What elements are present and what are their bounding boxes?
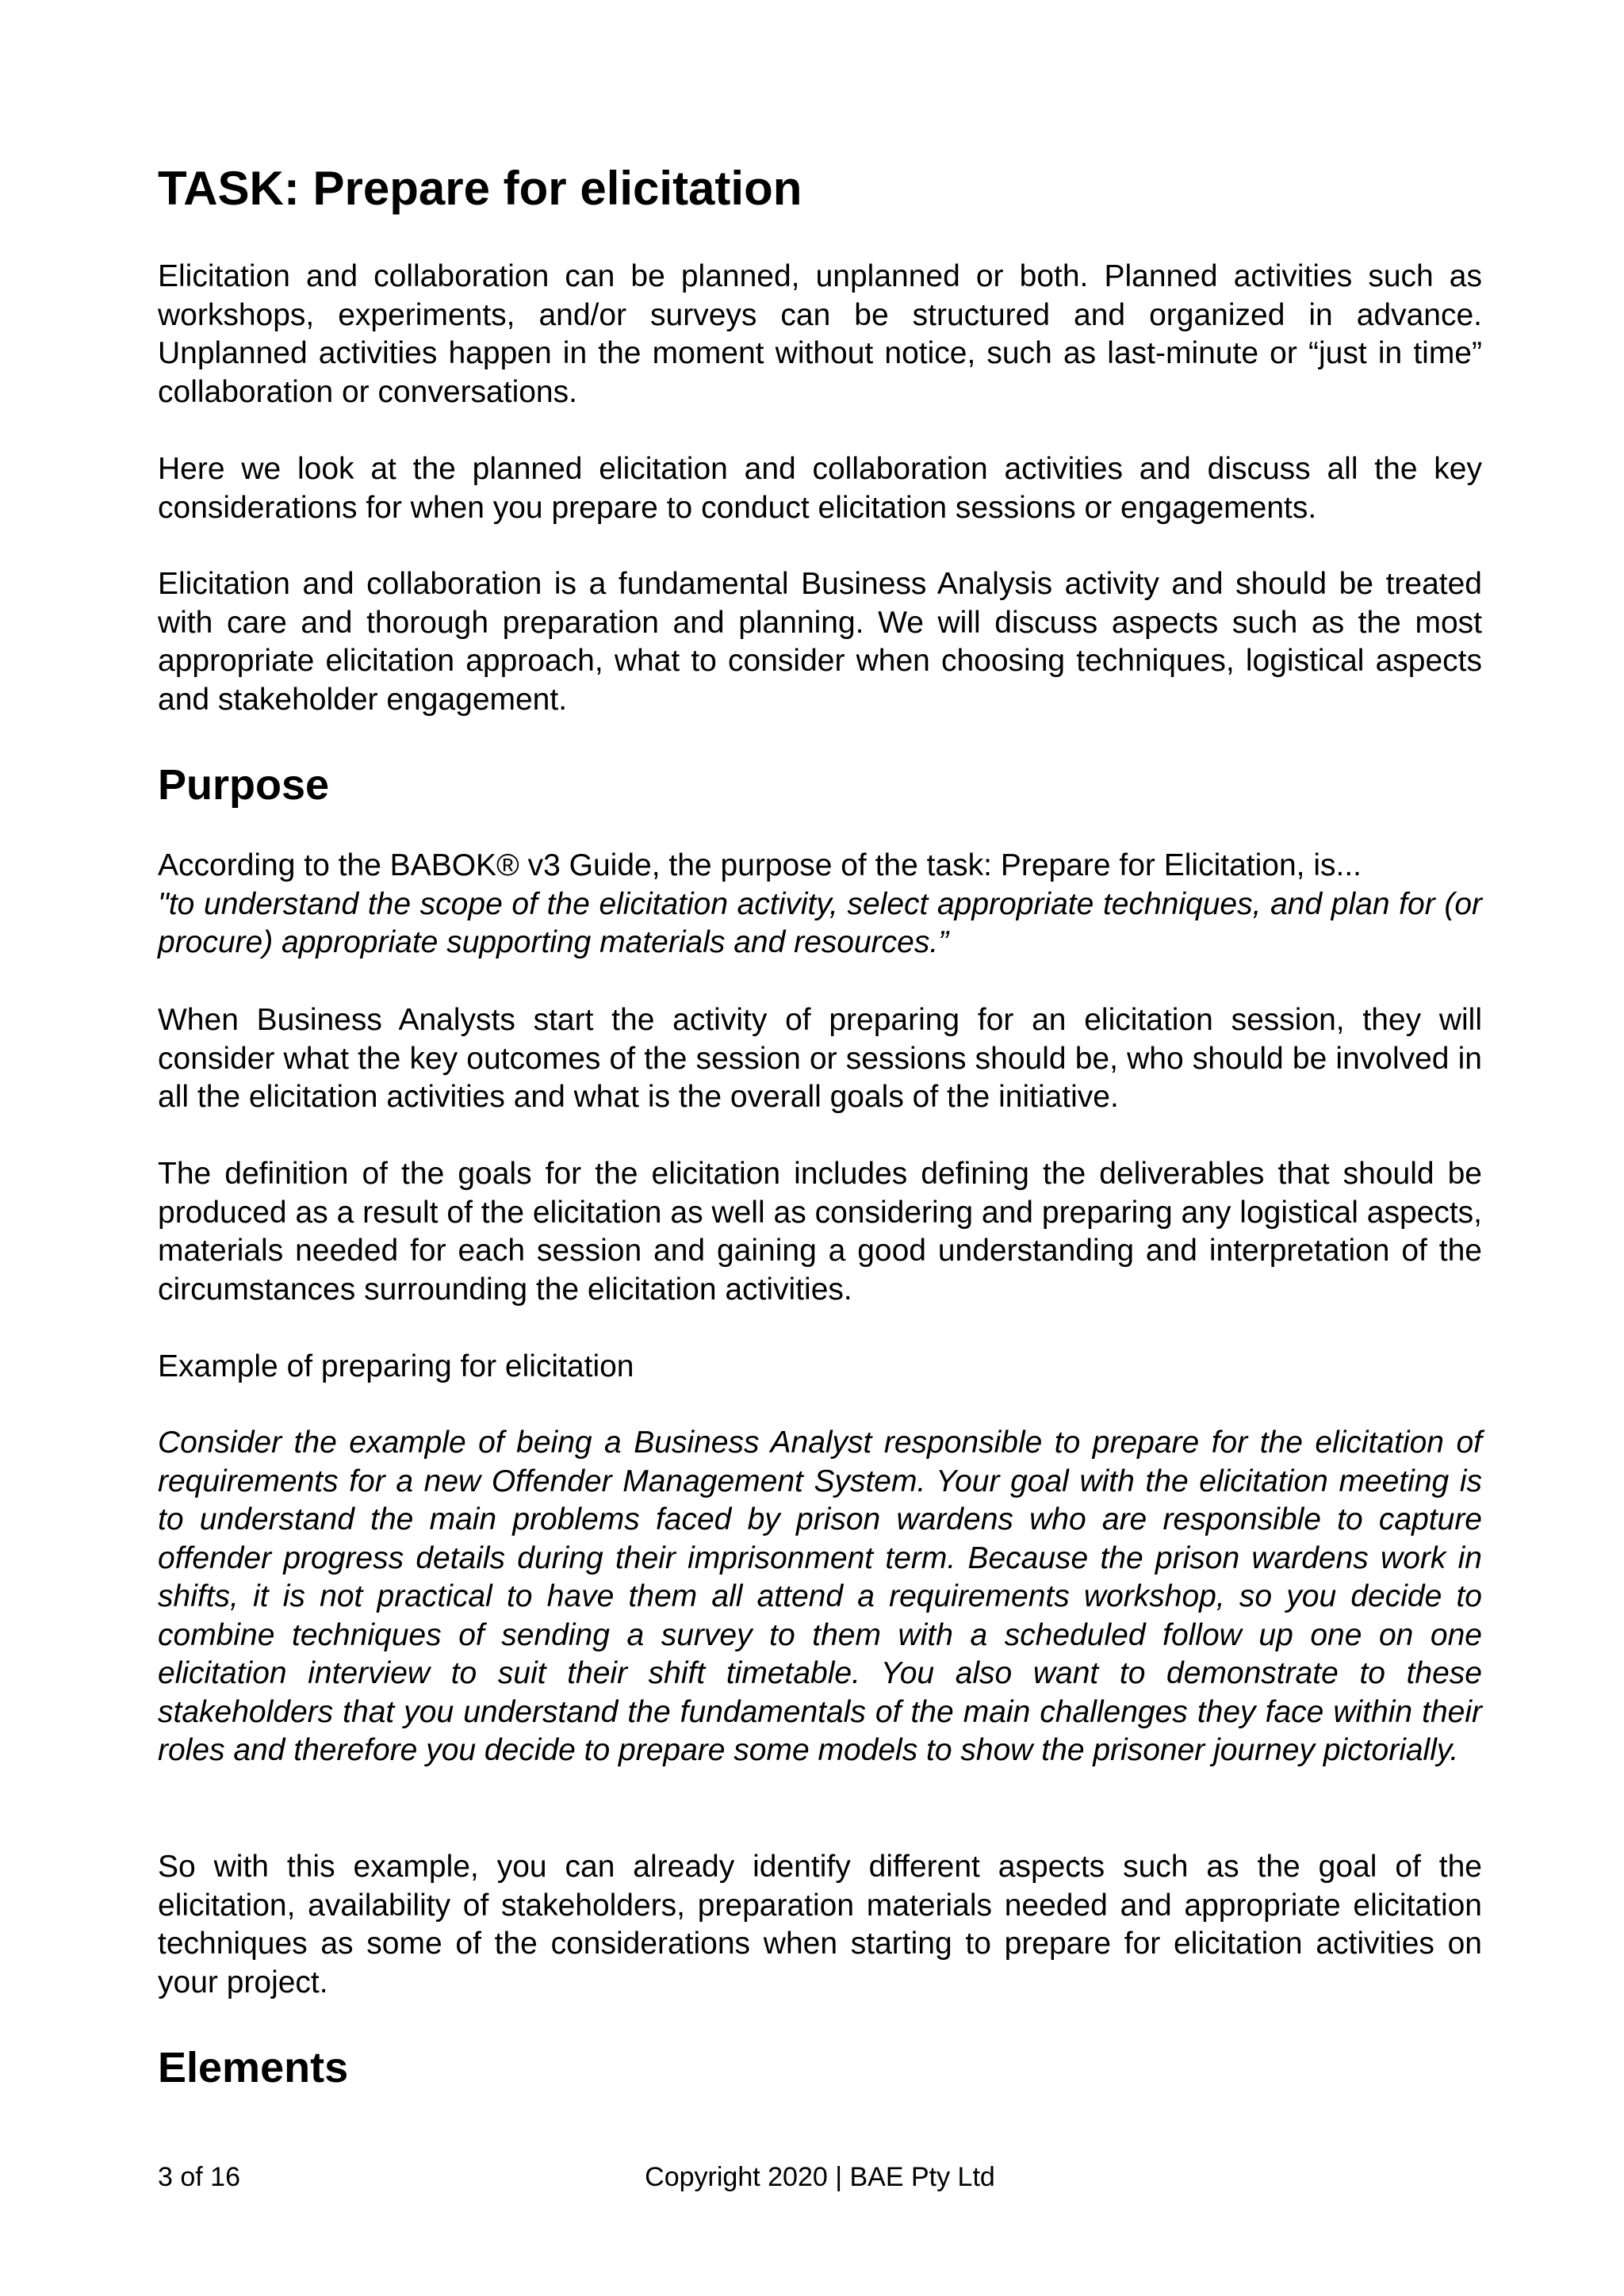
purpose-lead: According to the BABOK® v3 Guide, the purpose of the task: Prepare for Elicitation, is... xyxy=(158,848,1362,882)
purpose-paragraph-3: The definition of the goals for the elicitation includes defining the deliverables that should be produced as a result of the elicitation as well as considering and preparing any logistical aspects, materials needed for each session and gaining a good understanding and interpretation of the circumstances surrounding the elicitation activities. xyxy=(158,1157,1482,1307)
page-number: 3 of 16 xyxy=(158,2162,240,2192)
purpose-heading: Purpose xyxy=(158,761,330,809)
purpose-quote: "to understand the scope of the elicitation activity, select appropriate techniques, and plan for (or procure) appropriate supporting materials and resources.” xyxy=(158,886,1482,959)
summary-paragraph: So with this example, you can already identify different aspects such as the goal of the elicitation, availability of stakeholders, preparation materials needed and appropriate elicitation techniques as some of the considerations when starting to prepare for elicitation activities on your project. xyxy=(158,1850,1482,1999)
page-title: TASK: Prepare for elicitation xyxy=(158,162,802,215)
elements-heading: Elements xyxy=(158,2044,349,2091)
example-label: Example of preparing for elicitation xyxy=(158,1349,634,1383)
copyright-footer: Copyright 2020 | BAE Pty Ltd xyxy=(645,2162,995,2192)
example-paragraph: Consider the example of being a Business Analyst responsible to prepare for the elicitation of requirements for a new Offender Management System. Your goal with the elicitation meeting is to understand the main problems faced by prison wardens who are responsible to capture offender progress details during their imprisonment term. Because the prison wardens work in shifts, it is not practical to have them all attend a requirements workshop, so you decide to combine techniques of sending a survey to them with a scheduled follow up one on one elicitation interview to suit their shift timetable. You also want to demonstrate to these stakeholders that you understand the fundamentals of the main challenges they face within their roles and therefore you decide to prepare some models to show the prisoner journey pictorially. xyxy=(158,1425,1482,1767)
document-page xyxy=(158,0,1482,2296)
intro-paragraph-1: Elicitation and collaboration can be planned, unplanned or both. Planned activities such as workshops, experiments, and/or surveys can be structured and organized in advance. Unplanned activities happen in the moment without notice, such as last-minute or “just in time” collaboration or conversations. xyxy=(158,259,1482,409)
intro-paragraph-3: Elicitation and collaboration is a fundamental Business Analysis activity and should be treated with care and thorough preparation and planning. We will discuss aspects such as the most appropriate elicitation approach, what to consider when choosing techniques, logistical aspects and stakeholder engagement. xyxy=(158,567,1482,717)
purpose-definition xyxy=(158,847,1482,962)
purpose-paragraph-2: When Business Analysts start the activity of preparing for an elicitation session, they will consider what the key outcomes of the session or sessions should be, who should be involved in all the elicitation activities and what is the overall goals of the initiative. xyxy=(158,1003,1482,1114)
intro-paragraph-2: Here we look at the planned elicitation and collaboration activities and discuss all the key considerations for when you prepare to conduct elicitation sessions or engagements. xyxy=(158,452,1482,525)
